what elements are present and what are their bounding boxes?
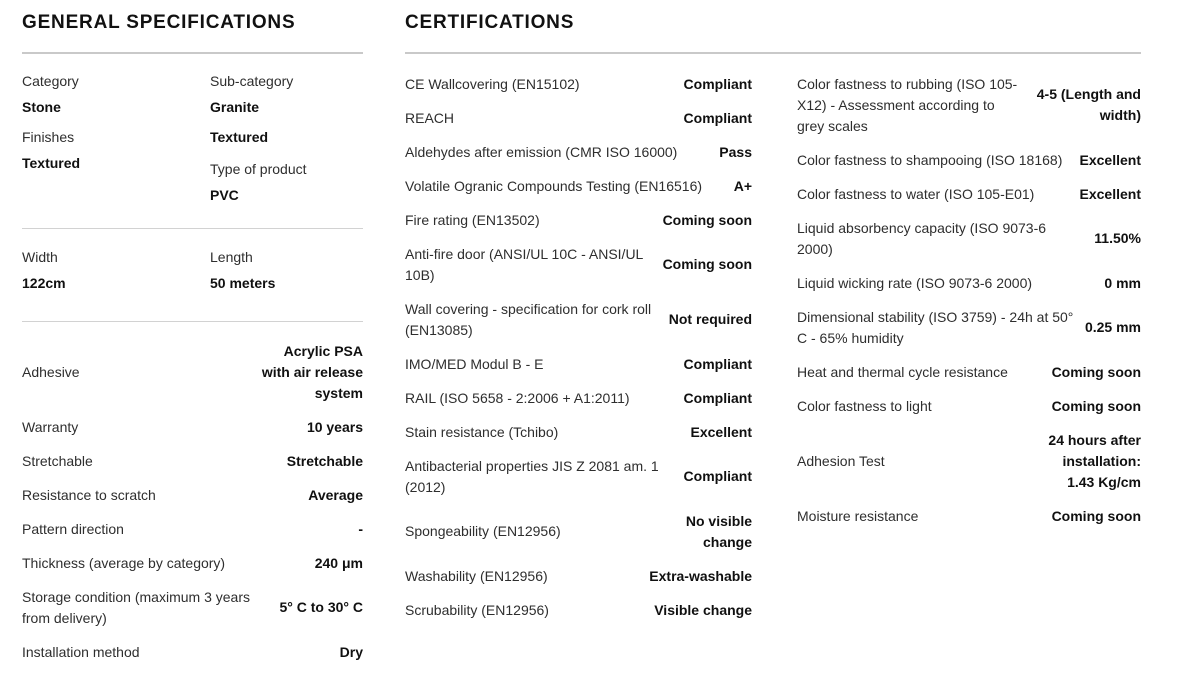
cert-row-color-fastness-shampooing	[797, 150, 1141, 171]
spec-value: Stone	[22, 98, 61, 115]
cert-value: Excellent	[1079, 151, 1141, 168]
cert-row-moisture-resistance	[797, 506, 1141, 527]
general-specifications-section	[22, 9, 363, 673]
cert-label: RAIL (ISO 5658 - 2:2006 + A1:2011)	[405, 389, 630, 406]
divider	[22, 321, 363, 322]
cert-label: Stain resistance (Tchibo)	[405, 423, 559, 440]
cert-row-liquid-absorbency	[797, 218, 1141, 260]
spec-value: PVC	[210, 186, 239, 203]
cert-label: Dimensional stability (ISO 3759) - 24h at 50° C - 65% humidity	[797, 308, 1074, 346]
cert-label: Color fastness to water (ISO 105-E01)	[797, 185, 1035, 202]
cert-value: 24 hours after installation: 1.43 Kg/cm	[1048, 431, 1141, 490]
cert-value: Compliant	[683, 75, 752, 92]
general-dimensions-grid	[22, 247, 363, 294]
cert-row-fire-rating	[405, 210, 752, 231]
spec-label: Warranty	[22, 418, 79, 435]
spec-label: Type of product	[210, 160, 307, 177]
cert-value: Coming soon	[1051, 363, 1141, 380]
cert-label: REACH	[405, 109, 455, 126]
cert-value: Not required	[668, 311, 752, 327]
spec-label: Stretchable	[22, 452, 93, 469]
cert-label: Color fastness to rubbing (ISO 105-X12) - Assessment according to grey scales	[797, 75, 1018, 134]
spec-label: Category	[22, 72, 79, 89]
spec-label: Storage condition (maximum 3 years from delivery)	[22, 588, 250, 626]
spec-label: Width	[22, 248, 58, 265]
cert-value: Compliant	[683, 355, 752, 372]
cert-row-scrubability	[405, 600, 752, 621]
cert-value: 0 mm	[1104, 274, 1141, 291]
divider	[405, 52, 1141, 54]
cert-label: Heat and thermal cycle resistance	[797, 363, 1008, 380]
spec-row-storage-condition	[22, 587, 363, 629]
cert-label: Liquid wicking rate (ISO 9073-6 2000)	[797, 274, 1033, 291]
cert-value: Compliant	[683, 389, 752, 406]
spec-value: Dry	[339, 643, 363, 660]
spec-value: -	[358, 520, 363, 537]
cert-label: CE Wallcovering (EN15102)	[405, 75, 580, 92]
cert-row-stain-resistance	[405, 422, 752, 443]
cert-label: Antibacterial properties JIS Z 2081 am. 1 (2012)	[405, 457, 659, 495]
cert-value: Visible change	[654, 601, 752, 618]
cert-value: 4-5 (Length and width)	[1036, 86, 1141, 123]
certifications-column-2	[797, 74, 1141, 634]
cert-row-antibacterial	[405, 456, 752, 498]
spec-value: Acrylic PSA with air release system	[261, 342, 363, 401]
spec-row-installation-method	[22, 642, 363, 663]
cert-label: Moisture resistance	[797, 507, 919, 524]
spec-value: 50 meters	[210, 274, 276, 291]
spec-pair-sub-category	[210, 71, 363, 118]
spec-pair-length	[210, 247, 363, 294]
cert-value: 0.25 mm	[1084, 319, 1141, 335]
spec-label: Pattern direction	[22, 520, 124, 537]
cert-label: Aldehydes after emission (CMR ISO 16000)	[405, 143, 678, 160]
cert-value: Excellent	[1079, 185, 1141, 202]
cert-row-voc-testing	[405, 176, 752, 197]
spec-label: Sub-category	[210, 72, 294, 89]
spec-value: 10 years	[306, 418, 363, 435]
cert-row-heat-thermal-cycle	[797, 362, 1141, 383]
cert-label: Anti-fire door (ANSI/UL 10C - ANSI/UL 10B)	[405, 245, 643, 283]
general-specifications-title: GENERAL SPECIFICATIONS	[22, 12, 296, 33]
cert-row-spongeability	[405, 511, 752, 553]
spec-value: 5° C to 30° C	[279, 599, 363, 615]
spec-label: Adhesive	[22, 363, 80, 380]
cert-row-adhesion-test	[797, 430, 1141, 493]
certifications-title: CERTIFICATIONS	[405, 12, 575, 33]
cert-value: A+	[733, 177, 752, 194]
spec-value: Granite	[210, 98, 260, 115]
cert-value: Coming soon	[662, 256, 752, 272]
spec-row-pattern-direction	[22, 519, 363, 540]
spec-value: 122cm	[22, 274, 66, 291]
spec-pair-finishes	[22, 127, 210, 206]
cert-row-imo-med	[405, 354, 752, 375]
spec-value: 240 μm	[314, 554, 363, 571]
general-properties-list	[22, 341, 363, 663]
cert-row-anti-fire-door	[405, 244, 752, 286]
cert-row-color-fastness-water	[797, 184, 1141, 205]
certifications-columns	[405, 74, 1141, 634]
cert-label: Volatile Ogranic Compounds Testing (EN16516)	[405, 177, 703, 194]
cert-row-aldehydes	[405, 142, 752, 163]
cert-value: No visible change	[685, 512, 752, 550]
cert-value: Extra-washable	[649, 567, 752, 584]
spec-pair-width	[22, 247, 210, 294]
cert-value: Coming soon	[1051, 397, 1141, 414]
cert-row-rail	[405, 388, 752, 409]
spec-value: Textured	[22, 154, 81, 171]
spec-row-resistance-to-scratch	[22, 485, 363, 506]
cert-label: Scrubability (EN12956)	[405, 601, 549, 618]
cert-label: IMO/MED Modul B - E	[405, 355, 544, 372]
spec-label: Length	[210, 248, 253, 265]
spec-row-thickness	[22, 553, 363, 574]
divider	[22, 52, 363, 54]
cert-label: Adhesion Test	[797, 452, 885, 469]
cert-row-liquid-wicking	[797, 273, 1141, 294]
certifications-section	[405, 9, 1141, 673]
spec-stack	[210, 127, 363, 206]
cert-value: Pass	[719, 143, 752, 160]
spec-label: Thickness (average by category)	[22, 554, 226, 571]
cert-value: Coming soon	[1051, 507, 1141, 524]
spec-pair-category	[22, 71, 210, 118]
cert-label: Color fastness to light	[797, 397, 932, 414]
spec-value-textured: Textured	[210, 128, 269, 145]
spec-row-adhesive	[22, 341, 363, 404]
cert-value: Compliant	[683, 109, 752, 126]
cert-label: Color fastness to shampooing (ISO 18168)	[797, 151, 1063, 168]
cert-value: 11.50%	[1094, 230, 1141, 246]
spec-label: Resistance to scratch	[22, 486, 156, 503]
cert-value: Compliant	[683, 468, 752, 484]
cert-row-color-fastness-light	[797, 396, 1141, 417]
spec-pair-type-of-product	[210, 159, 363, 206]
cert-label: Liquid absorbency capacity (ISO 9073-6 2000)	[797, 219, 1047, 257]
cert-row-color-fastness-rubbing	[797, 74, 1141, 137]
cert-label: Fire rating (EN13502)	[405, 211, 540, 228]
cert-row-reach	[405, 108, 752, 129]
cert-label: Washability (EN12956)	[405, 567, 548, 584]
cert-row-washability	[405, 566, 752, 587]
cert-label: Spongeability (EN12956)	[405, 523, 561, 539]
divider	[22, 228, 363, 229]
spec-label: Finishes	[22, 128, 75, 145]
spec-row-warranty	[22, 417, 363, 438]
general-top-grid	[22, 71, 363, 206]
cert-value: Coming soon	[662, 211, 752, 228]
cert-value: Excellent	[690, 423, 752, 440]
cert-row-ce-wallcovering	[405, 74, 752, 95]
spec-value: Average	[308, 486, 363, 503]
cert-label: Wall covering - specification for cork roll (EN13085)	[405, 300, 652, 338]
spec-label: Installation method	[22, 643, 140, 660]
certifications-column-1	[405, 74, 752, 634]
spec-row-stretchable	[22, 451, 363, 472]
spec-value: Stretchable	[286, 452, 363, 469]
cert-row-wall-covering-cork	[405, 299, 752, 341]
cert-row-dimensional-stability	[797, 307, 1141, 349]
